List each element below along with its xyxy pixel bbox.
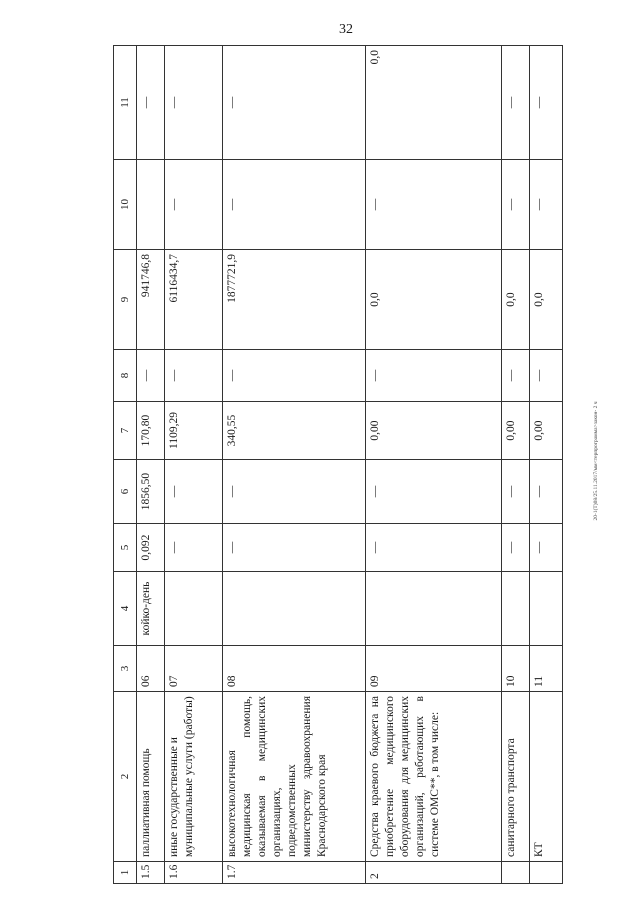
cell-unit xyxy=(165,572,223,646)
cell-line-code: 07 xyxy=(165,646,223,692)
cell-value: — xyxy=(223,160,366,250)
table-row xyxy=(502,46,530,884)
cell-index: 1.7 xyxy=(223,862,366,884)
cell-value: 0,00 xyxy=(366,402,502,460)
cell-value: — xyxy=(530,46,563,160)
rotated-table-area xyxy=(113,46,559,884)
cell-line-code: 11 xyxy=(530,646,563,692)
cell-value: — xyxy=(530,460,563,524)
cell-value: — xyxy=(137,350,165,402)
cell-value xyxy=(137,160,165,250)
cell-name: санитарного транспорта xyxy=(502,692,530,862)
cell-value: — xyxy=(366,460,502,524)
cell-value: — xyxy=(223,524,366,572)
cell-name: паллиативная помощь xyxy=(137,692,165,862)
cell-value: — xyxy=(223,46,366,160)
cell-value: — xyxy=(366,160,502,250)
table-row xyxy=(223,46,366,884)
cell-line-code: 09 xyxy=(366,646,502,692)
cell-unit xyxy=(366,572,502,646)
cell-value: 0,092 xyxy=(137,524,165,572)
cell-value: — xyxy=(530,160,563,250)
cell-value: — xyxy=(165,460,223,524)
cell-value: 340,55 xyxy=(223,402,366,460)
cell-value: — xyxy=(165,524,223,572)
cell-name: КТ xyxy=(530,692,563,862)
cell-value: — xyxy=(502,460,530,524)
col-number: 3 xyxy=(114,646,137,692)
table-row xyxy=(137,46,165,884)
cell-value: — xyxy=(165,350,223,402)
cell-line-code: 10 xyxy=(502,646,530,692)
cell-value: 0,0 xyxy=(502,250,530,350)
cell-value: — xyxy=(502,160,530,250)
col-number: 2 xyxy=(114,692,137,862)
cell-index xyxy=(502,862,530,884)
cell-value: 941746,8 xyxy=(137,250,165,350)
cell-value: 170,80 xyxy=(137,402,165,460)
cell-value: 0,0 xyxy=(366,250,502,350)
side-note-text: 20-1(T)08/25.11.2017/мм<терпрограмма>закон- 2 ч xyxy=(593,401,599,521)
cell-unit xyxy=(502,572,530,646)
cell-unit xyxy=(223,572,366,646)
cell-index xyxy=(530,862,563,884)
table-row xyxy=(366,46,502,884)
cell-value: — xyxy=(165,160,223,250)
cell-value: — xyxy=(165,46,223,160)
col-number: 6 xyxy=(114,460,137,524)
data-table xyxy=(113,45,563,884)
cell-value: 1109,29 xyxy=(165,402,223,460)
cell-value: 0,00 xyxy=(530,402,563,460)
col-number: 5 xyxy=(114,524,137,572)
col-number: 9 xyxy=(114,250,137,350)
col-number: 8 xyxy=(114,350,137,402)
cell-value: 0,0 xyxy=(366,46,502,160)
page-number: 32 xyxy=(339,22,353,37)
col-number: 4 xyxy=(114,572,137,646)
cell-value: 1877721,9 xyxy=(223,250,366,350)
table-row xyxy=(165,46,223,884)
cell-value: — xyxy=(366,524,502,572)
cell-value: — xyxy=(530,524,563,572)
col-number: 11 xyxy=(114,46,137,160)
cell-value: — xyxy=(502,350,530,402)
col-number: 1 xyxy=(114,862,137,884)
cell-value: 6116434,7 xyxy=(165,250,223,350)
cell-name: иные государственные и муниципальные услуги (работы) xyxy=(165,692,223,862)
cell-value: — xyxy=(530,350,563,402)
table-row xyxy=(530,46,563,884)
cell-name: Средства краевого бюджета на приобретение медицинского оборудования для медицинских организаций, работающих в системе ОМС**, в том числе: xyxy=(366,692,502,862)
cell-value: 0,00 xyxy=(502,402,530,460)
cell-value: — xyxy=(502,524,530,572)
side-note xyxy=(586,46,606,876)
column-number-row xyxy=(114,46,137,884)
cell-value: — xyxy=(502,46,530,160)
cell-line-code: 06 xyxy=(137,646,165,692)
cell-unit xyxy=(530,572,563,646)
cell-unit: койко-день xyxy=(137,572,165,646)
cell-index: 1.5 xyxy=(137,862,165,884)
col-number: 10 xyxy=(114,160,137,250)
cell-index: 1.6 xyxy=(165,862,223,884)
cell-index: 2 xyxy=(366,862,502,884)
cell-name: высокотехнологичная медицинская помощь, оказываемая в медицинских организациях, подведомственных министерству здравоохранения Краснодарского края xyxy=(223,692,366,862)
cell-value: — xyxy=(137,46,165,160)
cell-line-code: 08 xyxy=(223,646,366,692)
cell-value: — xyxy=(223,350,366,402)
col-number: 7 xyxy=(114,402,137,460)
cell-value: — xyxy=(366,350,502,402)
cell-value: 0,0 xyxy=(530,250,563,350)
cell-value: — xyxy=(223,460,366,524)
rotated-table-frame xyxy=(113,46,559,884)
cell-value: 1856,50 xyxy=(137,460,165,524)
